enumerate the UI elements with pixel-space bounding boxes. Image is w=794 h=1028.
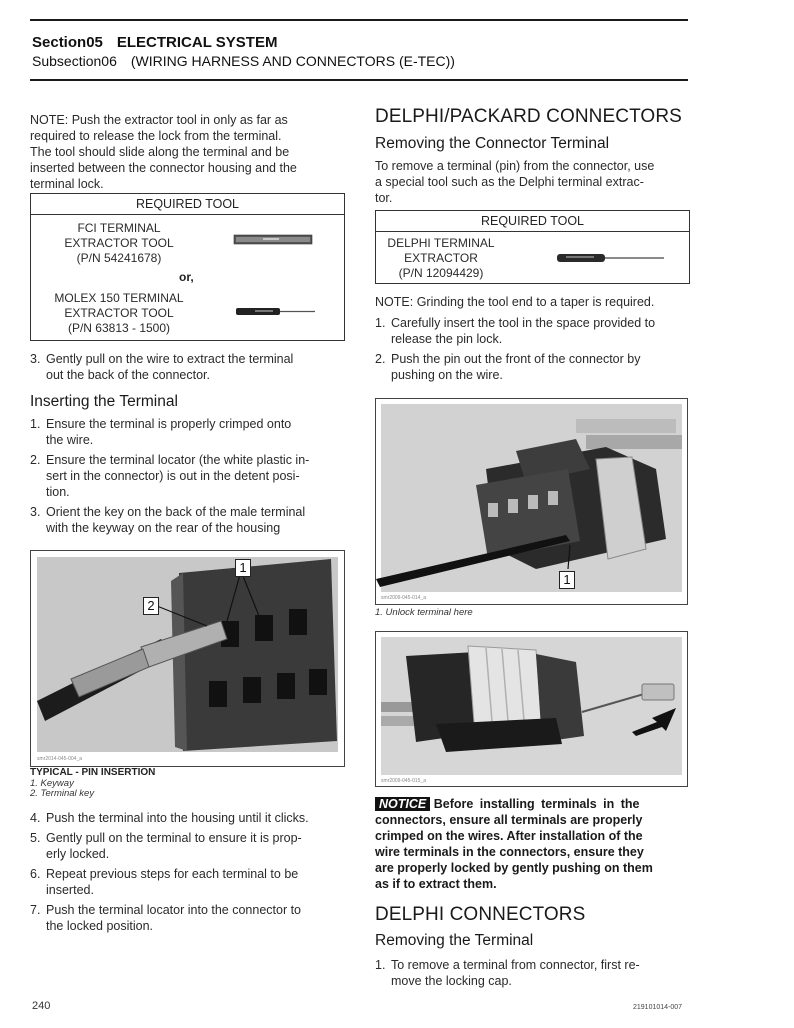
notice-badge: NOTICE — [375, 797, 430, 811]
list-item: 2. Push the pin out the front of the connector by pushing on the wire. — [375, 352, 641, 382]
note-line: inserted between the connector housing and the — [30, 161, 297, 175]
removing-terminal-heading: Removing the Terminal — [375, 932, 534, 949]
note-line: required to release the lock from the terminal. — [30, 129, 282, 143]
unlock-terminal-illustration — [376, 399, 687, 604]
extract-step-3 — [30, 351, 344, 387]
inserting-steps-continued — [30, 810, 344, 938]
list-item: 1. Ensure the terminal is properly crimped onto the wire. — [30, 417, 292, 447]
list-item: 6. Repeat previous steps for each terminal to be inserted. — [30, 867, 299, 897]
header-bottom-rule — [30, 79, 688, 81]
notice-block: NOTICE Before installing terminals in the connectors, ensure all terminals are properly crimped on the wires. After installation of the wire terminals in the connectors, ensure they are properly locked by gently pushing on them as if to extract them. — [375, 797, 653, 891]
removing-connector-terminal-heading: Removing the Connector Terminal — [375, 135, 610, 152]
required-tool-table-left — [30, 193, 345, 341]
required-tool-header: REQUIRED TOOL — [31, 194, 344, 215]
list-item: 5. Gently pull on the terminal to ensure it is prop- erly locked. — [30, 831, 302, 861]
callout-2: 2 — [143, 597, 159, 615]
delphi-extractor-tool-image — [556, 251, 666, 265]
callout-1: 1 — [559, 571, 575, 589]
list-item: 2. Ensure the terminal locator (the white plastic in- sert in the connector) is out in the detent posi- tion. — [30, 453, 310, 499]
list-item: 1. To remove a terminal from connector, first re- move the locking cap. — [375, 958, 640, 988]
note-line: The tool should slide along the terminal and be — [30, 145, 290, 159]
delphi-packard-heading: DELPHI/PACKARD CONNECTORS — [375, 106, 682, 127]
fci-extractor-tool-image — [233, 231, 313, 247]
header-top-rule — [30, 19, 688, 21]
photo-caption-title: TYPICAL - PIN INSERTION — [30, 767, 156, 778]
molex-extractor-tool-image — [235, 306, 317, 318]
note-line: terminal lock. — [30, 177, 104, 191]
delphi-tool-label: DELPHI TERMINAL EXTRACTOR (P/N 12094429) — [387, 236, 495, 280]
tool-or-label: or, — [179, 270, 194, 284]
removing-steps — [375, 315, 689, 387]
molex-tool-label: MOLEX 150 TERMINAL EXTRACTOR TOOL (P/N 63813 - 1500) — [54, 291, 184, 335]
section-heading: Section05 ELECTRICAL SYSTEM — [32, 34, 278, 51]
photo-legend-1: 1. Keyway — [30, 778, 74, 789]
delphi-intro: To remove a terminal (pin) from the connector, use a special tool such as the Delphi terminal extrac- tor. — [375, 159, 655, 205]
photo-legend-1: 1. Unlock terminal here — [375, 607, 473, 618]
photo-id: smr2014-045-004_a — [37, 756, 83, 762]
connector-photo-2 — [375, 631, 688, 787]
right-note: NOTE: Grinding the tool end to a taper is required. — [375, 295, 655, 309]
fci-tool-label: FCI TERMINAL EXTRACTOR TOOL (P/N 54241678) — [64, 221, 174, 265]
note-line: NOTE: Push the extractor tool in only as far as — [30, 113, 288, 127]
document-code: 219101014-007 — [633, 1004, 683, 1011]
left-note — [30, 112, 343, 192]
page-number: 240 — [32, 1000, 51, 1012]
photo-legend-2: 2. Terminal key — [30, 788, 95, 799]
inserting-steps — [30, 416, 344, 540]
list-item: 4. Push the terminal into the housing until it clicks. — [30, 811, 309, 825]
unlock-terminal-photo — [375, 398, 688, 605]
list-item: 3. Gently pull on the wire to extract the terminal out the back of the connector. — [30, 352, 294, 382]
pin-insertion-photo — [30, 550, 345, 767]
connector-illustration-2 — [376, 632, 687, 786]
list-item: 3. Orient the key on the back of the male terminal with the keyway on the rear of the housing — [30, 505, 306, 535]
pin-insertion-illustration — [31, 551, 344, 766]
required-tool-table-right — [375, 210, 690, 284]
callout-1: 1 — [235, 559, 251, 577]
list-item: 7. Push the terminal locator into the connector to the locked position. — [30, 903, 302, 933]
subsection-heading: Subsection06 (WIRING HARNESS AND CONNECTORS (E-TEC)) — [32, 53, 455, 69]
required-tool-header: REQUIRED TOOL — [376, 211, 689, 232]
delphi-removing-steps — [375, 957, 689, 993]
photo-id: smr2009-045-015_a — [381, 778, 427, 784]
list-item: 1. Carefully insert the tool in the space provided to release the pin lock. — [375, 316, 656, 346]
photo-id: smr2009-045-014_a — [381, 595, 427, 601]
inserting-terminal-heading: Inserting the Terminal — [30, 393, 178, 410]
delphi-connectors-heading: DELPHI CONNECTORS — [375, 904, 586, 925]
